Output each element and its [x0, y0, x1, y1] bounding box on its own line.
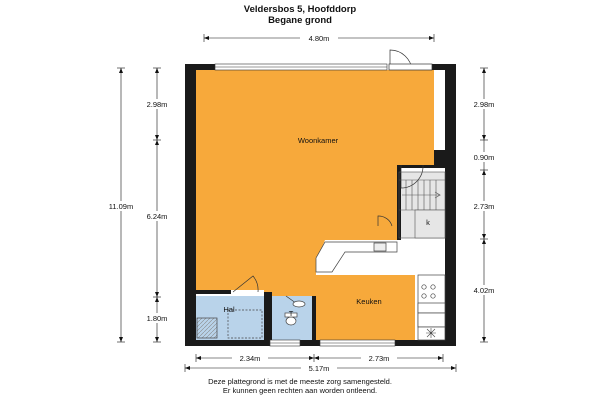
dim-right-bottom: 4.02m [473, 286, 495, 295]
dim-left-total: 11.09m [108, 202, 134, 211]
wall-hal-top [196, 290, 231, 294]
disclaimer-line-2: Er kunnen geen rechten aan worden ontleend. [222, 386, 378, 395]
wall-bottom-mid [300, 340, 320, 346]
label-kast: k [426, 218, 430, 227]
wall-top-right [432, 64, 456, 70]
kast-area [415, 210, 445, 238]
dim-right-top: 2.98m [473, 100, 495, 109]
dim-bottom-left: 2.34m [239, 354, 261, 363]
wall-right [445, 64, 456, 346]
floor-title: Begane grond [268, 15, 332, 26]
dim-left-mid: 6.24m [146, 212, 168, 221]
label-keuken: Keuken [356, 297, 382, 306]
dim-left-top: 2.98m [146, 100, 168, 109]
toilet-sink-icon [293, 301, 305, 307]
label-toilet: T [288, 309, 294, 318]
wall-top-left [185, 64, 215, 70]
fridge [418, 303, 445, 313]
label-hal: Hal [223, 305, 235, 314]
floor-areas [196, 70, 445, 340]
dim-right-mid1: 0.90m [473, 153, 495, 162]
dim-bottom-total: 5.17m [308, 364, 330, 373]
wall-toilet-left [268, 292, 272, 342]
wall-kitchen-divider [434, 150, 445, 168]
dim-top-width: 4.80m [308, 34, 330, 43]
kitchen-cabinet [418, 313, 445, 327]
label-woonkamer: Woonkamer [297, 136, 339, 145]
hal-sink [197, 318, 217, 338]
kitchen-sink [374, 243, 386, 251]
wall-left [185, 64, 196, 346]
dim-left-bottom: 1.80m [146, 314, 168, 323]
disclaimer-line-1: Deze plattegrond is met de meeste zorg samengesteld. [208, 377, 392, 386]
fan-icon [426, 328, 436, 338]
wall-toilet-right [312, 296, 316, 342]
dim-bottom-right: 2.73m [368, 354, 390, 363]
address-title: Veldersbos 5, Hoofddorp [243, 4, 357, 15]
wall-bottom-right [395, 340, 456, 346]
wall-bottom-left [185, 340, 270, 346]
dim-right-mid2: 2.73m [473, 202, 495, 211]
wall-hal-right [264, 292, 268, 342]
disclaimer [0, 377, 600, 395]
toilet-bowl-icon [286, 317, 296, 325]
